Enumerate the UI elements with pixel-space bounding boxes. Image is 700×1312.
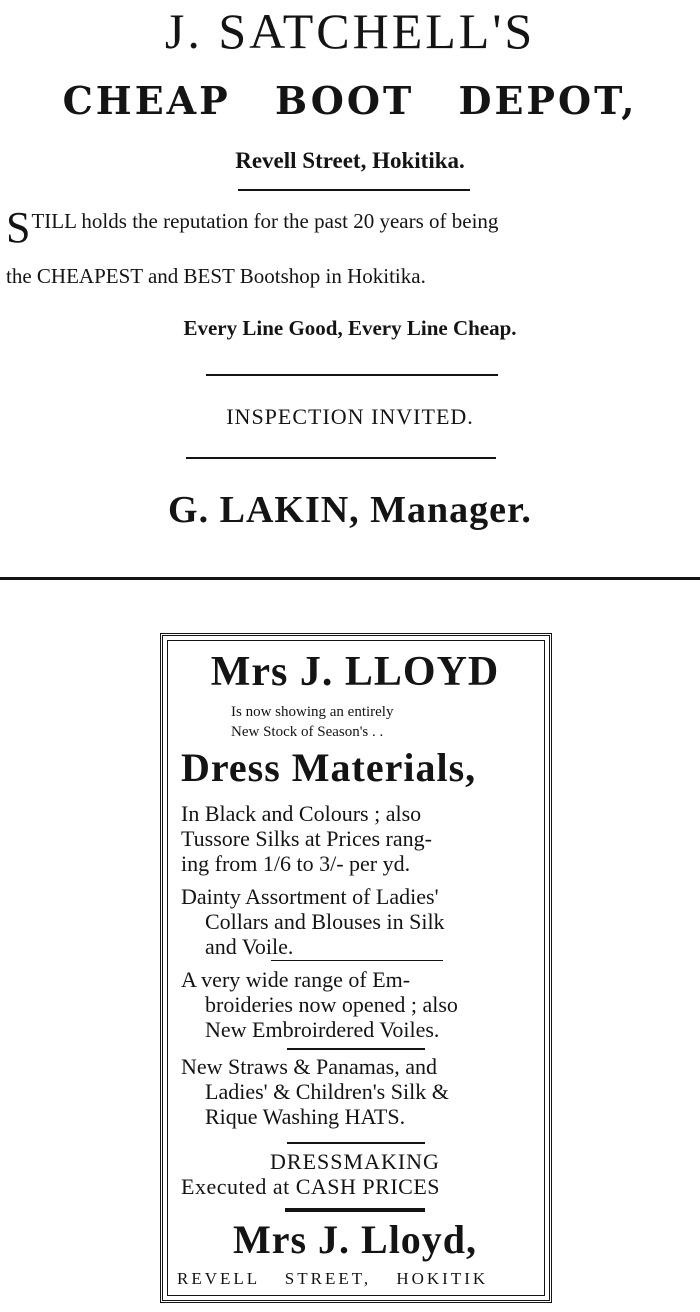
paragraph-line: New Embroirdered Voiles. [205,1017,440,1042]
business-address: Revell Street, Hokitika. [235,148,465,173]
paragraph-line: In Black and Colours ; also [181,801,422,826]
paragraph-dress-colours [181,801,432,876]
paragraph-line: Dainty Assortment of Ladies' [181,884,439,909]
advertiser-address: REVELL STREET, HOKITIK [177,1269,489,1288]
intro-line-2: New Stock of Season's . . [231,724,384,740]
advertiser-signature: Mrs J. Lloyd, [232,1217,478,1262]
double-divider-rule [285,1208,425,1212]
drop-cap: S [6,203,31,252]
paragraph-line: broideries now opened ; also [205,992,458,1017]
divider-rule [186,457,496,459]
paragraph-line: Tussore Silks at Prices rang- [181,826,432,851]
divider-rule [287,1142,425,1144]
paragraph-line: A very wide range of Em- [181,967,411,992]
divider-rule [238,189,470,191]
intro-line-1: Is now showing an entirely [231,704,394,720]
paragraph-line: Collars and Blouses in Silk [205,909,445,934]
inspection-invitation: INSPECTION INVITED. [226,404,474,429]
dressmaking-heading: DRESSMAKING [270,1149,440,1174]
paragraph-line: Ladies' & Children's Silk & [205,1079,449,1104]
body-line-2: the CHEAPEST and BEST Bootshop in Hokitika. [6,264,426,288]
body-line-1 [6,203,499,252]
divider-rule [287,1048,425,1050]
business-title: CHEAP BOOT DEPOT, [62,78,638,123]
paragraph-collars-blouses [181,884,445,959]
body-line-1-text: TILL holds the reputation for the past 20 years of being [31,209,499,233]
column-separator-rule [0,577,700,580]
advertiser-name: Mrs J. LLOYD [210,649,500,695]
paragraph-hats [181,1054,449,1129]
slogan: Every Line Good, Every Line Cheap. [183,316,517,340]
paragraph-line: and Voile. [205,934,294,959]
manager-line: G. LAKIN, Manager. [168,489,532,531]
paragraph-embroideries [181,967,458,1042]
divider-rule [206,374,498,376]
advertiser-name: J. SATCHELL'S [164,3,536,59]
paragraph-line: ing from 1/6 to 3/- per yd. [181,851,411,876]
paragraph-line: Rique Washing HATS. [205,1104,406,1129]
headline: Dress Materials, [181,745,477,790]
lloyd-advertisement [160,633,552,1303]
divider-rule [271,960,443,961]
dressmaking-terms: Executed at CASH PRICES [181,1174,440,1199]
paragraph-line: New Straws & Panamas, and [181,1054,438,1079]
